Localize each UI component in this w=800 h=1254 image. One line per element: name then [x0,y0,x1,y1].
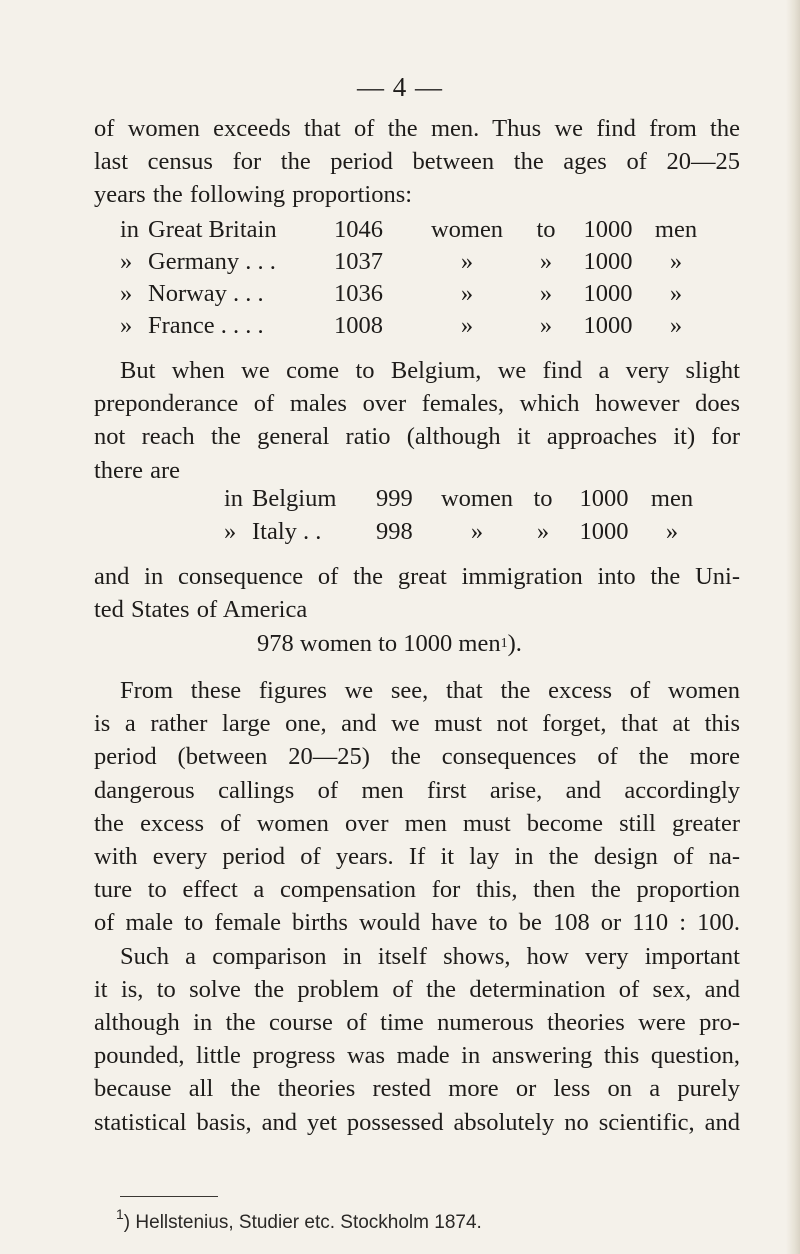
text-line: because all the theories rested more or less on a purely [94,1075,740,1103]
row-prefix: in [120,216,140,243]
row-men-label: » [669,312,683,339]
row-to: » [539,280,553,307]
row-women-label: » [460,280,474,307]
text-line: statistical basis, and yet possessed absolutely no scientific, and [94,1108,740,1136]
row-to: » [536,518,550,545]
text-line: ture to effect a compensation for this, then the proportion [94,876,740,904]
row-men-count: 1000 [583,216,633,243]
text-line: Such a comparison in itself shows, how very important [120,942,740,970]
usa-proportion-text: 978 women to 1000 men [257,630,501,657]
row-men-label: » [669,248,683,275]
text-line: From these figures we see, that the excess of women [120,677,740,704]
row-men-label: » [669,280,683,307]
text-line: of male to female births would have to be 108 or 110 : 100. [94,909,740,937]
row-women-label: women [440,485,514,512]
row-country: Italy . . [252,518,322,545]
row-to: to [536,216,556,243]
row-women-count: 999 [376,485,413,512]
row-country: Norway . . . [148,280,264,307]
paragraph-4 [94,674,740,1139]
usa-proportion-line [257,627,522,660]
paragraph-3 [94,560,740,626]
text-line: preponderance of males over females, which however does [94,390,740,418]
page-edge-shadow [786,0,800,1254]
row-men-count: 1000 [583,248,633,275]
row-women-count: 1046 [334,216,383,243]
row-prefix: » [120,312,133,339]
paragraph-1 [94,112,740,212]
usa-close: ). [507,630,522,657]
row-men-count: 1000 [579,518,629,545]
text-line: But when we come to Belgium, we find a very slight [120,357,740,384]
text-line: and in consequence of the great immigration into the Uni- [94,563,740,590]
row-women-label: » [470,518,484,545]
row-men-label: men [650,485,694,512]
footnote-marker: 1 [500,636,508,651]
text-line: period (between 20—25) the consequences of the more [94,743,740,771]
table-row [120,245,706,278]
text-line: the excess of women over men must become still greater [94,809,740,837]
paragraph-2 [94,354,740,487]
row-country: Belgium [252,485,337,512]
row-women-label: » [460,248,474,275]
row-women-label: women [430,216,504,243]
footnote-text: ) Hellstenius, Studier etc. Stockholm 1874. [123,1212,482,1233]
footnote-divider [120,1196,218,1197]
text-line: pounded, little progress was made in answering this question, [94,1042,740,1070]
table-row [224,482,702,515]
table-row [120,213,706,246]
row-to: » [539,248,553,275]
text-line: of women exceeds that of the men. Thus we find from the [94,115,740,142]
table-row [120,277,706,310]
row-country: Germany . . . [148,248,276,275]
row-men-label: men [654,216,698,243]
row-country: France . . . . [148,312,264,339]
row-country: Great Britain [148,216,277,243]
row-prefix: » [224,518,237,545]
row-prefix: » [120,248,133,275]
row-women-label: » [460,312,474,339]
text-line: with every period of years. If it lay in the design of na- [94,843,740,871]
row-men-count: 1000 [583,280,633,307]
text-line: although in the course of time numerous theories were pro- [94,1009,740,1037]
row-men-label: » [665,518,679,545]
text-line: ted States of America [94,596,308,624]
row-women-count: 1037 [334,248,383,275]
row-to: » [539,312,553,339]
table-row [224,515,702,548]
row-women-count: 1008 [334,312,383,339]
row-women-count: 1036 [334,280,383,307]
text-line: not reach the general ratio (although it approaches it) for [94,423,740,451]
text-line: dangerous callings of men first arise, and accordingly [94,776,740,804]
text-line: there are [94,456,180,484]
text-line: last census for the period between the ages of 20—25 [94,148,740,176]
page-number: — 4 — [357,72,443,102]
footnote [116,1206,482,1234]
row-prefix: in [224,485,244,512]
row-prefix: » [120,280,133,307]
text-line: years the following proportions: [94,181,413,209]
table-row [120,309,706,342]
footnote-mark: 1 [116,1206,124,1222]
row-men-count: 1000 [579,485,629,512]
text-line: it is, to solve the problem of the determination of sex, and [94,975,740,1003]
row-women-count: 998 [376,518,413,545]
text-line: is a rather large one, and we must not forget, that at this [94,710,740,738]
row-to: to [533,485,553,512]
row-men-count: 1000 [583,312,633,339]
